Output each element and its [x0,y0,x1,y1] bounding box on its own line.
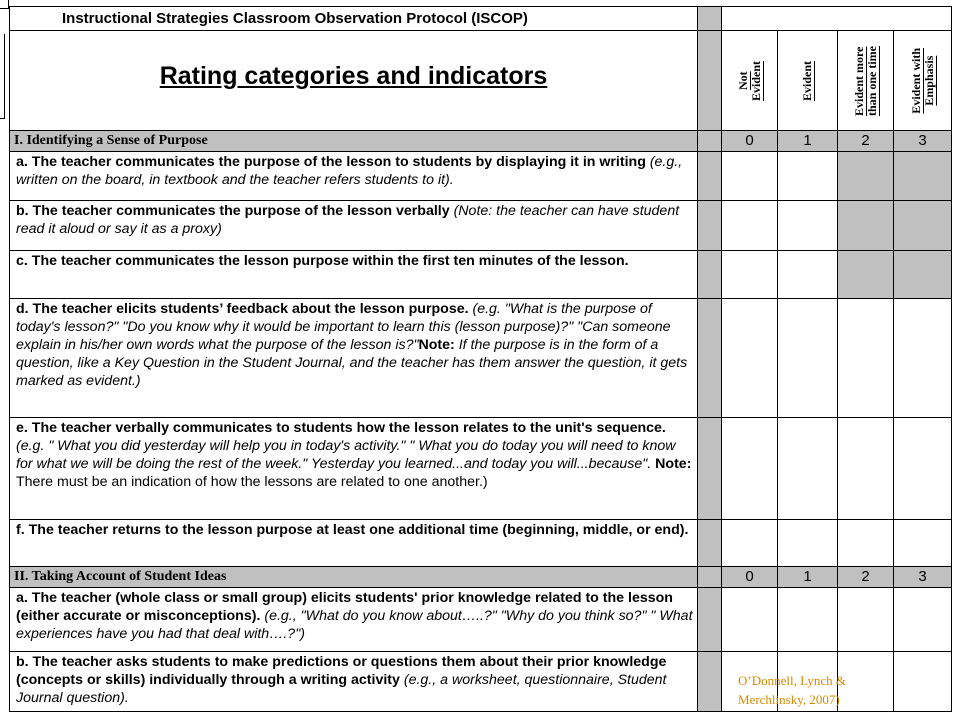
title-blank-cell [722,7,952,31]
score-label: 0 [722,567,778,588]
rating-heading: Rating categories and indicators [159,62,548,90]
indicator-note-label: Note: [655,456,692,472]
gray-divider-column [698,652,722,712]
indicator-italic-text: (e.g. " What you did yesterday will help you in today's activity." " What you do today you will need to know for what we will be doing the rest of the week." Yesterday you learned...and today you will...because". [16,438,676,472]
indicator-bold-text: b. The teacher communicates the purpose of the lesson verbally [16,203,450,219]
indicator-italic-text: (e.g., written on the board, in textbook and the teacher refers students to it). [16,154,683,188]
rating-cell-0[interactable] [722,152,778,201]
score-label: 1 [778,131,838,152]
indicator-bold-text: f. The teacher returns to the lesson purpose at least one additional time (beginning, middle, or end). [16,522,689,538]
indicator-italic-text: (Note: the teacher can have student read it aloud or say it as a proxy) [16,203,680,237]
indicator-italic-text: (e.g. "What is the purpose of today's lesson?" "Do you know why it would be important to learn this (lesson purpose)?" "Can someone explain in his/her own words what the purpose of the lesson is?" [16,301,671,353]
rating-cell-0[interactable] [722,588,778,652]
rating-cell-0[interactable] [722,520,778,567]
indicator-text [10,652,698,712]
rating-cell-2[interactable] [838,588,894,652]
gray-divider-column [698,588,722,652]
title-row [10,7,952,31]
indicator-note-text: If the purpose is in the form of a question, like a Key Question in the Student Journal, and the teacher has them answer the question, it gets marked as evident.) [16,337,688,389]
gray-divider-column [698,567,722,588]
rating-cell-3-shaded [894,152,952,201]
rating-cell-0[interactable] [722,299,778,418]
indicator-text [10,251,698,299]
side-crop-mark [0,34,5,119]
column-header-line: Evident more [851,46,866,116]
rating-cell-0[interactable] [722,201,778,251]
rating-cell-0[interactable] [722,418,778,520]
score-label: 0 [722,131,778,152]
indicator-bold-text: a. The teacher communicates the purpose of the lesson to students by displaying it in writing [16,154,646,170]
indicator-note-label: Note: [418,337,455,353]
indicator-row [10,251,952,299]
gray-divider-column [698,31,722,131]
column-header-line: Evident with [908,48,923,114]
rating-cell-3[interactable] [894,299,952,418]
rating-cell-2-shaded [838,251,894,299]
column-header-evident-more [838,31,894,131]
rating-cell-1[interactable] [778,418,838,520]
indicator-row [10,152,952,201]
section-title: I. Identifying a Sense of Purpose [10,131,698,152]
rating-cell-3[interactable] [894,418,952,520]
rating-cell-2[interactable] [838,299,894,418]
column-header-line: Evident [800,60,814,101]
rating-cell-1[interactable] [778,299,838,418]
column-header-line: Evident [748,60,763,101]
score-label: 3 [894,131,952,152]
citation-line: Merchlinsky, 2007) [738,692,840,707]
observation-protocol-table [9,6,952,712]
rating-cell-2[interactable] [838,418,894,520]
indicator-text [10,152,698,201]
rating-cell-1[interactable] [778,520,838,567]
rating-cell-1[interactable] [778,251,838,299]
rating-cell-0[interactable] [722,251,778,299]
gray-divider-column [698,418,722,520]
rating-cell-2-shaded [838,152,894,201]
indicator-row [10,299,952,418]
rating-cell-1[interactable] [778,588,838,652]
citation-line: O’Donnell, Lynch & [738,673,846,688]
gray-divider-column [698,131,722,152]
rating-cell-3-shaded [894,251,952,299]
rating-cell-3[interactable] [894,520,952,567]
section-header-row [10,131,952,152]
indicator-note-text: There must be an indication of how the lessons are related to one another.) [16,474,488,490]
column-header-evident-emphasis [894,31,952,131]
gray-divider-column [698,299,722,418]
rating-cell-1[interactable] [778,152,838,201]
indicator-bold-text: e. The teacher verbally communicates to students how the lesson relates to the unit's sequence. [16,420,666,436]
indicator-text [10,201,698,251]
column-header-line: Emphasis [921,55,936,107]
indicator-italic-text: (e.g., a worksheet, questionnaire, Student Journal question). [16,672,667,706]
score-label: 2 [838,131,894,152]
column-header-line: Not [735,71,750,91]
gray-divider-column [698,520,722,567]
indicator-text [10,299,698,418]
column-header-evident [778,31,838,131]
heading-row [10,31,952,131]
indicator-row [10,418,952,520]
indicator-italic-text: (e.g., "What do you know about…..?" "Why do you think so?" " What experiences have you had that deal with….?") [16,608,693,642]
rating-cell-3-shaded [894,201,952,251]
score-label: 2 [838,567,894,588]
indicator-row [10,588,952,652]
indicator-bold-text: a. The teacher (whole class or small group) elicits students' prior knowledge related to the lesson (either accurate or misconceptions). [16,590,673,624]
protocol-title: Instructional Strategies Classroom Observation Protocol (ISCOP) [10,7,698,31]
indicator-text [10,418,698,520]
gray-divider-column [698,251,722,299]
rating-cell-3[interactable] [894,652,952,712]
score-label: 3 [894,567,952,588]
indicator-text [10,588,698,652]
indicator-bold-text: b. The teacher asks students to make predictions or questions them about their prior knowledge (concepts or skills) individually through a writing activity [16,654,667,688]
indicator-row [10,201,952,251]
corner-crop-mark [0,0,9,9]
rating-cell-1[interactable] [778,201,838,251]
indicator-bold-text: d. The teacher elicits students’ feedback about the lesson purpose. [16,301,469,317]
gray-divider-column [698,7,722,31]
column-header-not-evident [722,31,778,131]
indicator-bold-text: c. The teacher communicates the lesson purpose within the first ten minutes of the lesson. [16,253,629,269]
gray-divider-column [698,201,722,251]
rating-cell-2-shaded [838,201,894,251]
gray-divider-column [698,152,722,201]
score-label: 1 [778,567,838,588]
section-title: II. Taking Account of Student Ideas [10,567,698,588]
citation [738,671,846,709]
section-header-row [10,567,952,588]
indicator-row [10,520,952,567]
rating-cell-2[interactable] [838,520,894,567]
rating-heading-cell [10,31,698,131]
rating-cell-3[interactable] [894,588,952,652]
indicator-text [10,520,698,567]
column-header-line: than one time [864,46,879,116]
